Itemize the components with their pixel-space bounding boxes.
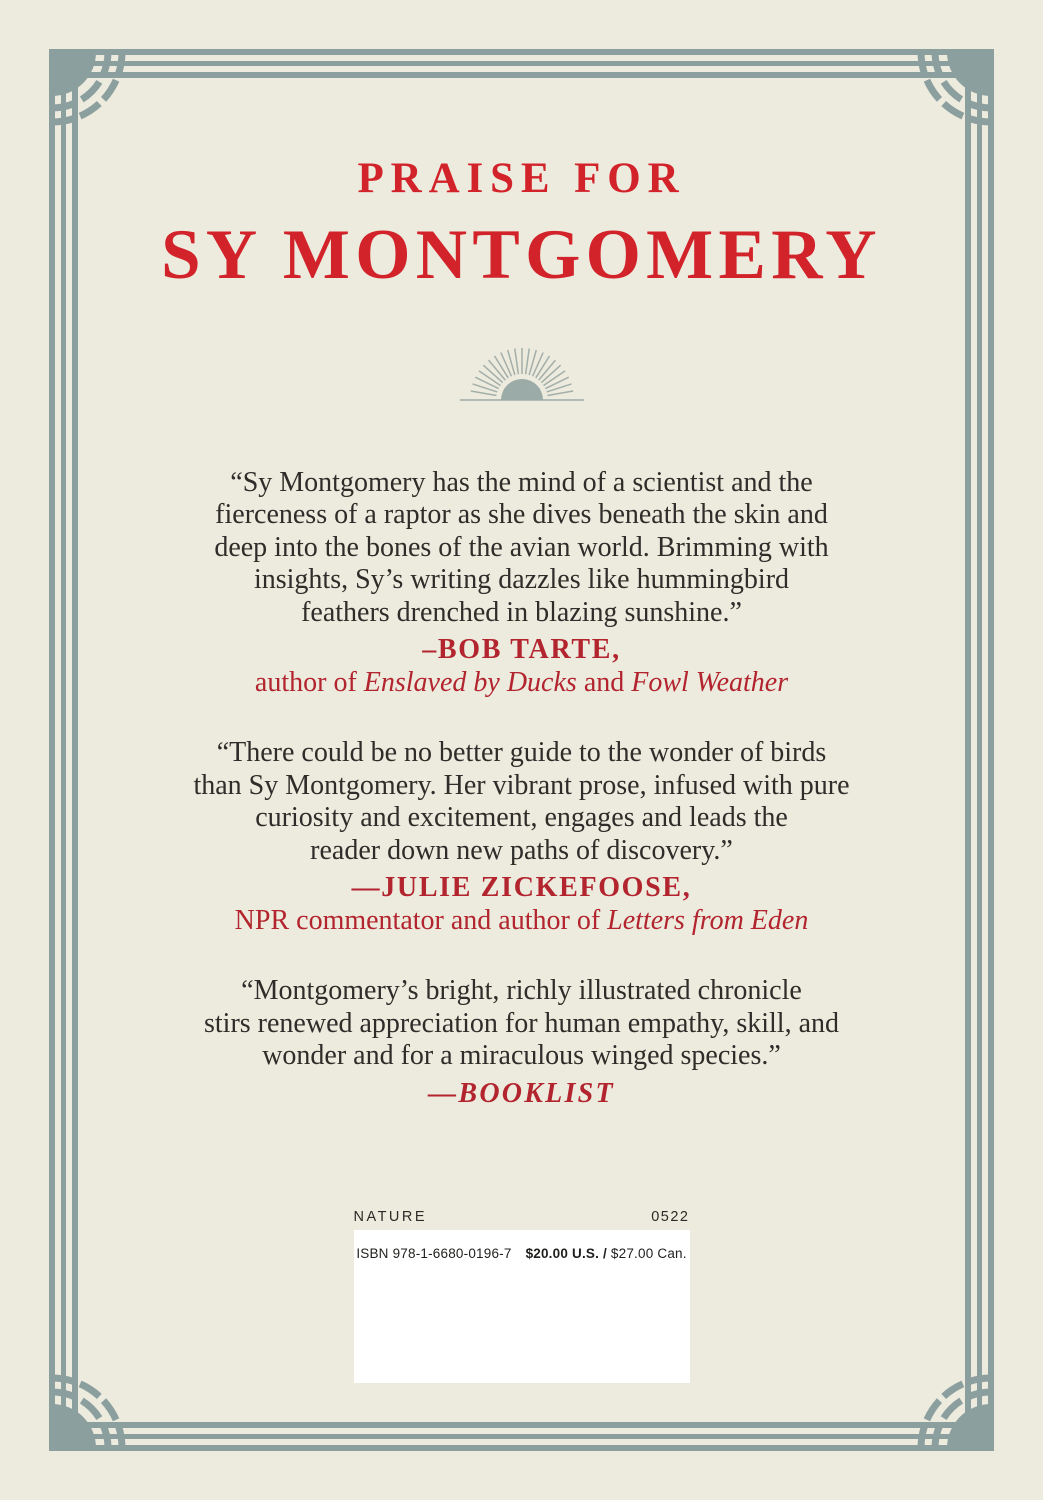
quote-attribution-detail: author of Enslaved by Ducks and Fowl Weather <box>254 667 789 699</box>
quote-attribution: –BOB TARTE, <box>422 634 621 666</box>
category-label: NATURE <box>353 1209 428 1225</box>
quote-block <box>0 467 1043 700</box>
isbn-price-line <box>354 1246 690 1261</box>
sunburst-ornament <box>437 336 607 412</box>
quote-attribution-detail: NPR commentator and author of Letters from Eden <box>234 905 809 937</box>
quote-block <box>0 975 1043 1110</box>
quote-attribution: —JULIE ZICKEFOOSE, <box>351 872 692 904</box>
footer-area <box>0 1209 1043 1383</box>
quote-attribution: —BOOKLIST <box>428 1077 615 1109</box>
quote-text: “Montgomery’s bright, richly illustrated chronicle stirs renewed appreciation for human empathy, skill, and wonder and for a miraculous winged species.” <box>204 975 839 1072</box>
price-text: $20.00 U.S. / $27.00 Can. <box>525 1246 687 1261</box>
category-row <box>354 1209 690 1225</box>
praise-quotes-list <box>0 467 1043 1110</box>
edition-code: 0522 <box>651 1209 690 1225</box>
praise-kicker: PRAISE FOR <box>357 155 686 202</box>
barcode-area <box>354 1230 690 1383</box>
quote-block <box>0 737 1043 937</box>
quote-text: “Sy Montgomery has the mind of a scientist and the fierceness of a raptor as she dives beneath the skin and deep into the bones of the avian world. Brimming with insights, Sy’s writing dazzles like hummingbird feathers drenched in blazing sunshine.” <box>214 466 829 628</box>
quote-text: “There could be no better guide to the wonder of birds than Sy Montgomery. Her vibrant prose, infused with pure curiosity and excitement, engages and leads the reader down new paths of discovery.” <box>193 737 850 866</box>
isbn-number: ISBN 978-1-6680-0196-7 <box>356 1246 512 1261</box>
author-name-title: SY MONTGOMERY <box>161 216 882 295</box>
